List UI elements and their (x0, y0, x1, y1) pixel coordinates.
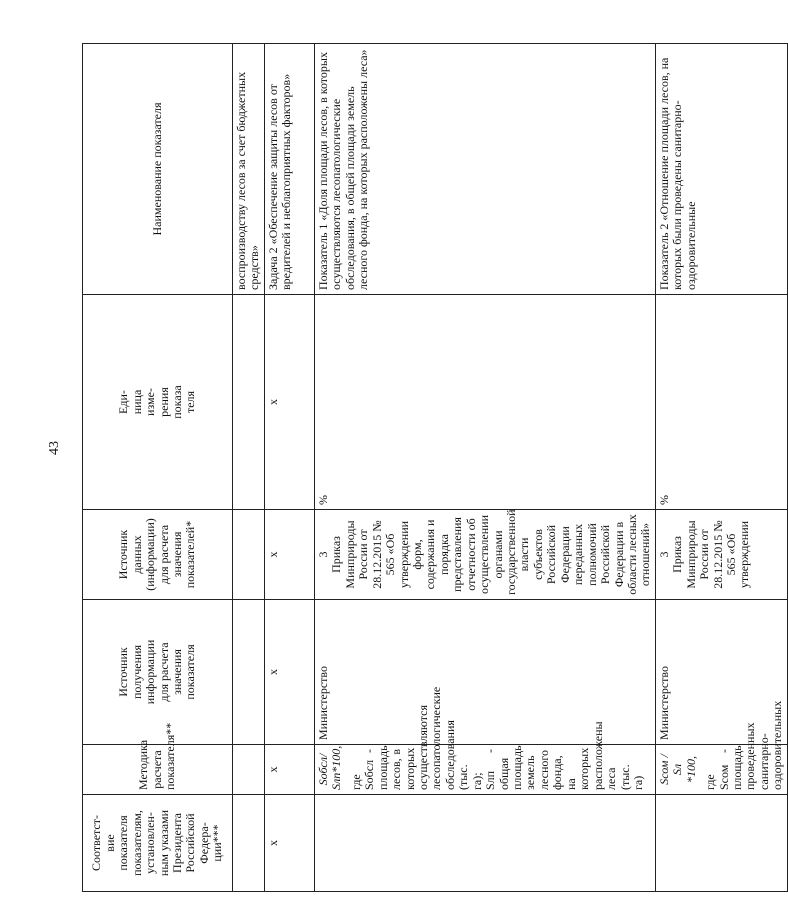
data-source-text: Приказ Минприроды России от 28.12.2015 № 565 «Об утверждении (670, 520, 752, 589)
table-row (655, 44, 787, 892)
method-text: где Sобсл - площадь лесов, в которых осуществляются лесопатологические обследования (тыс. га); Sлп - общая площадь земель лесного фонда, на которых расположены леса (тыс. га) (348, 686, 645, 790)
compliance-cell: х (264, 795, 314, 892)
formula: Sобсл/ Sлп*100, (315, 745, 344, 790)
data-source-text: Приказ Минприроды России от 28.12.2015 № 565 «Об утверждении форм, содержания и порядка представления отчетности об осуществлении органами государственной власти субъектов Российской Федерации переданных полномочий Российской Федерации в области лесных отношений» (329, 509, 653, 595)
data-source-number: 3 (656, 551, 671, 558)
compliance-cell (655, 795, 787, 892)
unit-cell: х (264, 295, 314, 510)
row-name-cell: Задача 2 «Обеспечение защиты лесов от вредителей и неблагоприятных факторов» (264, 44, 314, 295)
header-row (83, 44, 233, 892)
header-unit: Еди- ница изме- рения показа теля (83, 295, 233, 510)
formula: Sсом / Sл *100, (656, 754, 698, 785)
indicators-table (82, 43, 788, 892)
method-text: где Sсом - площадь проведенных санитарно-оздоровительных (703, 700, 785, 790)
row-name-cell: Показатель 2 «Отношение площади лесов, на которых были проведены санитарно-оздоровительные (655, 44, 787, 295)
header-compliance: Соответст- вие показателя показателям, установлен- ным указами Президента Российской Федера- ции*** (83, 795, 233, 892)
method-cell: х (264, 745, 314, 795)
info-source-cell: х (264, 600, 314, 745)
rotated-table (82, 44, 785, 892)
header-method: Методика расчета показателя** (83, 745, 233, 795)
page-number: 43 (47, 441, 62, 455)
table-row (233, 44, 265, 892)
header-info-source: Источник получения информации для расчета значения показателя (83, 600, 233, 745)
row-name-cell: Показатель 1 «Доля площади лесов, в которых осуществляются лесопатологические обследования, в общей площади земель лесного фонда, на которых расположены леса» (314, 44, 655, 295)
info-source-cell: Министерство (655, 600, 787, 745)
table-row (264, 44, 314, 892)
data-source-number: 3 (315, 551, 330, 558)
compliance-cell (314, 795, 655, 892)
unit-cell: % (655, 295, 787, 510)
info-source-cell: Министерство (314, 600, 655, 745)
row-name-cell: воспроизводству лесов за счет бюджетных средств» (233, 44, 265, 295)
header-data-source: Источник данных (информации) для расчета значения показателей* (83, 510, 233, 600)
unit-cell: % (314, 295, 655, 510)
data-source-cell (314, 510, 655, 600)
data-source-cell: х (264, 510, 314, 600)
header-name: Наименование показателя (83, 44, 233, 295)
table-container (82, 44, 785, 892)
table-row (314, 44, 655, 892)
data-source-cell (655, 510, 787, 600)
